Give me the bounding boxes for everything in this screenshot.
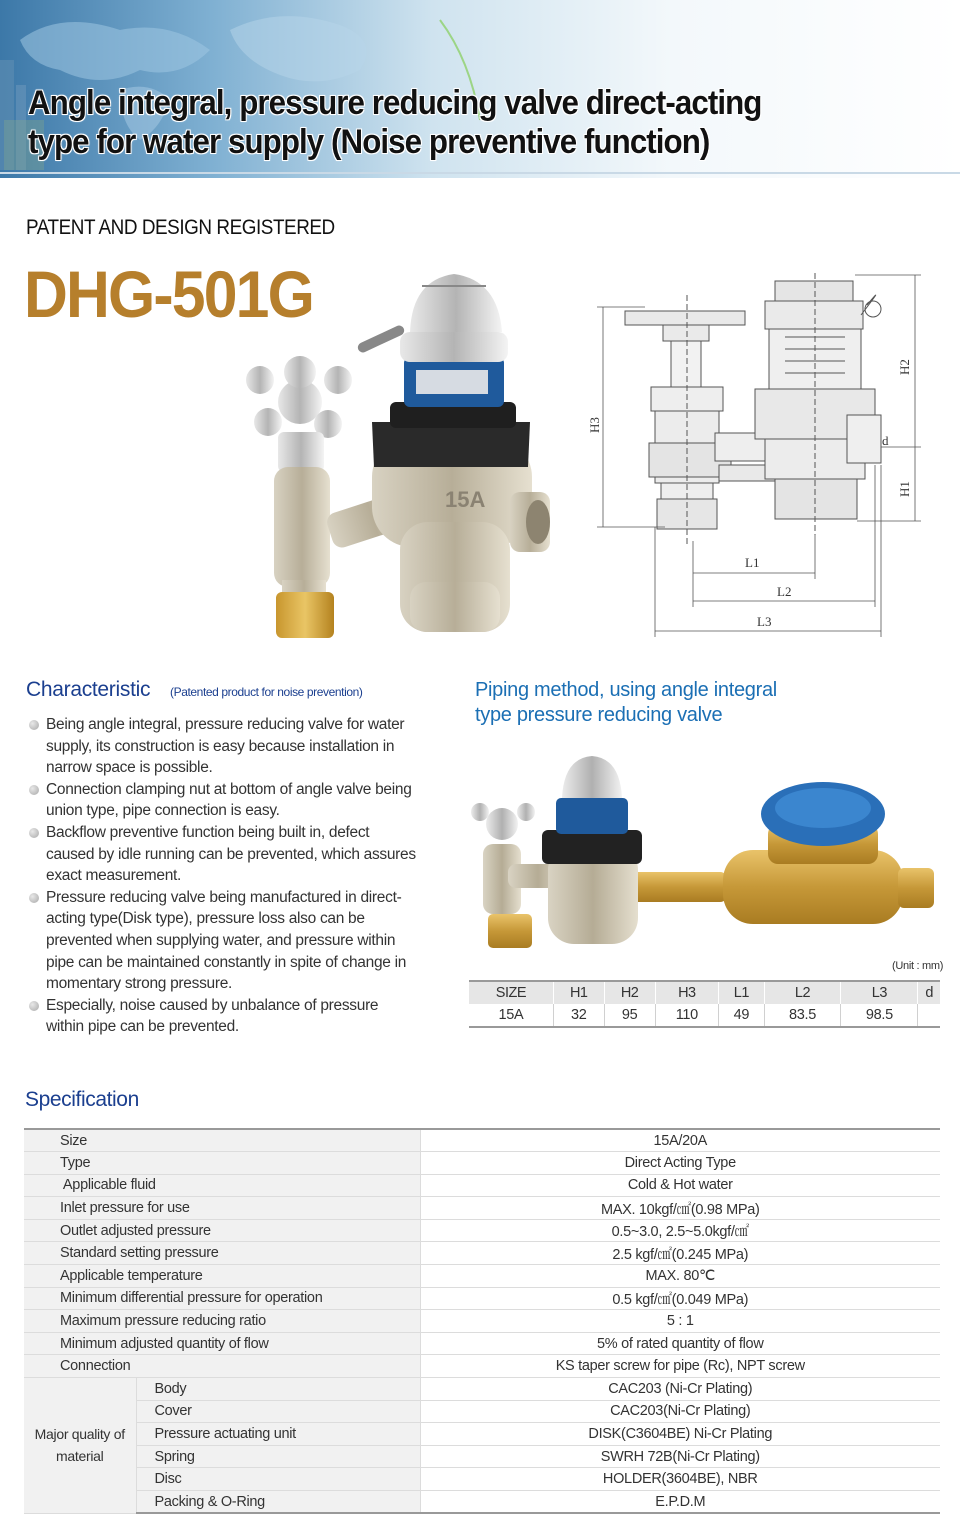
- table-header: H3: [655, 981, 719, 1004]
- table-cell: 83.5: [764, 1004, 841, 1027]
- spec-value: KS taper screw for pipe (Rc), NPT screw: [420, 1355, 940, 1378]
- table-cell: 32: [553, 1004, 604, 1027]
- h3-label: H3: [587, 417, 602, 433]
- l2-label: L2: [777, 584, 792, 599]
- table-cell: [918, 1004, 940, 1027]
- material-value: SWRH 72B(Ni-Cr Plating): [420, 1445, 940, 1468]
- table-row: [24, 1265, 940, 1288]
- list-item: Backflow preventive function being built in, defect caused by idle running can be prevented, which assures exact measurement.: [28, 822, 420, 887]
- banner-divider: [0, 172, 960, 174]
- spec-value: MAX. 10kgf/㎠(0.98 MPa): [420, 1197, 940, 1220]
- spec-label: Outlet adjusted pressure: [24, 1219, 420, 1242]
- characteristic-list: [28, 714, 420, 1038]
- unit-label: (Unit : mm): [892, 960, 944, 972]
- bullet-icon: [29, 828, 39, 838]
- bullet-icon: [29, 785, 39, 795]
- specification-table: [24, 1128, 940, 1514]
- l1-label: L1: [745, 555, 760, 570]
- bullet-icon: [29, 893, 39, 903]
- table-row: [24, 1423, 940, 1446]
- material-value: E.P.D.M: [420, 1491, 940, 1514]
- table-row: [24, 1287, 940, 1310]
- table-row: [24, 1219, 940, 1242]
- list-item: Pressure reducing valve being manufactured in direct-acting type(Disk type), pressure loss also can be prevented when supplying water, and pressure within pipe can be maintained constantly in spite of change in momentary strong pressure.: [28, 887, 420, 995]
- spec-value: MAX. 80℃: [420, 1265, 940, 1288]
- piping-photo: [468, 754, 943, 954]
- characteristic-note: (Patented product for noise prevention): [170, 685, 363, 699]
- table-row: [24, 1445, 940, 1468]
- model-name: DHG-501G: [24, 257, 313, 331]
- title-line-2: type for water supply (Noise preventive function): [28, 123, 710, 161]
- table-row: [24, 1242, 940, 1265]
- table-header: SIZE: [469, 981, 553, 1004]
- table-row: [24, 1491, 940, 1514]
- header-banner: [0, 0, 960, 178]
- table-row: [24, 1152, 940, 1175]
- spec-label: Connection: [24, 1355, 420, 1378]
- svg-text:15A: 15A: [445, 487, 486, 512]
- spec-label: Minimum differential pressure for operation: [24, 1287, 420, 1310]
- table-cell: 49: [719, 1004, 764, 1027]
- spec-label: Applicable fluid: [24, 1174, 420, 1197]
- table-header: L1: [719, 981, 764, 1004]
- spec-label: Standard setting pressure: [24, 1242, 420, 1265]
- l3-label: L3: [757, 614, 772, 629]
- material-label: Disc: [136, 1468, 420, 1491]
- spec-value: 5% of rated quantity of flow: [420, 1332, 940, 1355]
- dimension-table: [469, 980, 940, 1028]
- material-value: CAC203(Ni-Cr Plating): [420, 1400, 940, 1423]
- table-row: [24, 1310, 940, 1333]
- spec-label: Type: [24, 1152, 420, 1175]
- material-label: Cover: [136, 1400, 420, 1423]
- material-value: DISK(C3604BE) Ni-Cr Plating: [420, 1423, 940, 1446]
- table-row: [24, 1197, 940, 1220]
- table-header: d: [918, 981, 940, 1004]
- spec-value: Cold & Hot water: [420, 1174, 940, 1197]
- spec-value: 5 : 1: [420, 1310, 940, 1333]
- dimension-drawing: [585, 265, 940, 640]
- spec-label: Size: [24, 1129, 420, 1152]
- material-value: CAC203 (Ni-Cr Plating): [420, 1378, 940, 1401]
- characteristic-title: Characteristic: [26, 678, 151, 701]
- material-label: Spring: [136, 1445, 420, 1468]
- table-row: [24, 1400, 940, 1423]
- spec-label: Minimum adjusted quantity of flow: [24, 1332, 420, 1355]
- table-row: [469, 1004, 940, 1027]
- patent-label: PATENT AND DESIGN REGISTERED: [26, 216, 335, 239]
- d-label: d: [882, 433, 889, 448]
- table-row: [24, 1174, 940, 1197]
- list-item: Connection clamping nut at bottom of angle valve being union type, pipe connection is easy.: [28, 779, 420, 822]
- material-group-label: Major quality of material: [24, 1378, 136, 1514]
- table-header: H2: [604, 981, 655, 1004]
- table-header: L2: [764, 981, 841, 1004]
- material-label: Body: [136, 1378, 420, 1401]
- h2-label: H2: [897, 359, 912, 375]
- table-cell: 95: [604, 1004, 655, 1027]
- spec-value: Direct Acting Type: [420, 1152, 940, 1175]
- material-label: Pressure actuating unit: [136, 1423, 420, 1446]
- list-item: Being angle integral, pressure reducing valve for water supply, its construction is easy because installation in narrow space is possible.: [28, 714, 420, 779]
- spec-value: 2.5 kgf/㎠(0.245 MPa): [420, 1242, 940, 1265]
- table-header-row: [469, 981, 940, 1004]
- spec-label: Applicable temperature: [24, 1265, 420, 1288]
- h1-label: H1: [897, 481, 912, 497]
- table-cell: 15A: [469, 1004, 553, 1027]
- table-row: [24, 1355, 940, 1378]
- table-row: [24, 1378, 940, 1401]
- table-header: L3: [841, 981, 918, 1004]
- table-row: [24, 1129, 940, 1152]
- list-item: Especially, noise caused by unbalance of pressure within pipe can be prevented.: [28, 995, 420, 1038]
- table-header: H1: [553, 981, 604, 1004]
- material-value: HOLDER(3604BE), NBR: [420, 1468, 940, 1491]
- spec-value: 0.5~3.0, 2.5~5.0kgf/㎠: [420, 1219, 940, 1242]
- page-title: [28, 84, 856, 162]
- product-photo: [240, 262, 560, 652]
- bullet-icon: [29, 720, 39, 730]
- spec-value: 0.5 kgf/㎠(0.049 MPa): [420, 1287, 940, 1310]
- spec-label: Inlet pressure for use: [24, 1197, 420, 1220]
- title-line-1: Angle integral, pressure reducing valve direct-acting: [28, 84, 762, 122]
- table-row: [24, 1468, 940, 1491]
- table-cell: 98.5: [841, 1004, 918, 1027]
- piping-title: Piping method, using angle integral type pressure reducing valve: [475, 679, 777, 726]
- spec-label: Maximum pressure reducing ratio: [24, 1310, 420, 1333]
- material-label: Packing & O-Ring: [136, 1491, 420, 1514]
- specification-title: Specification: [25, 1088, 139, 1111]
- spec-value: 15A/20A: [420, 1129, 940, 1152]
- bullet-icon: [29, 1001, 39, 1011]
- table-cell: 110: [655, 1004, 719, 1027]
- table-row: [24, 1332, 940, 1355]
